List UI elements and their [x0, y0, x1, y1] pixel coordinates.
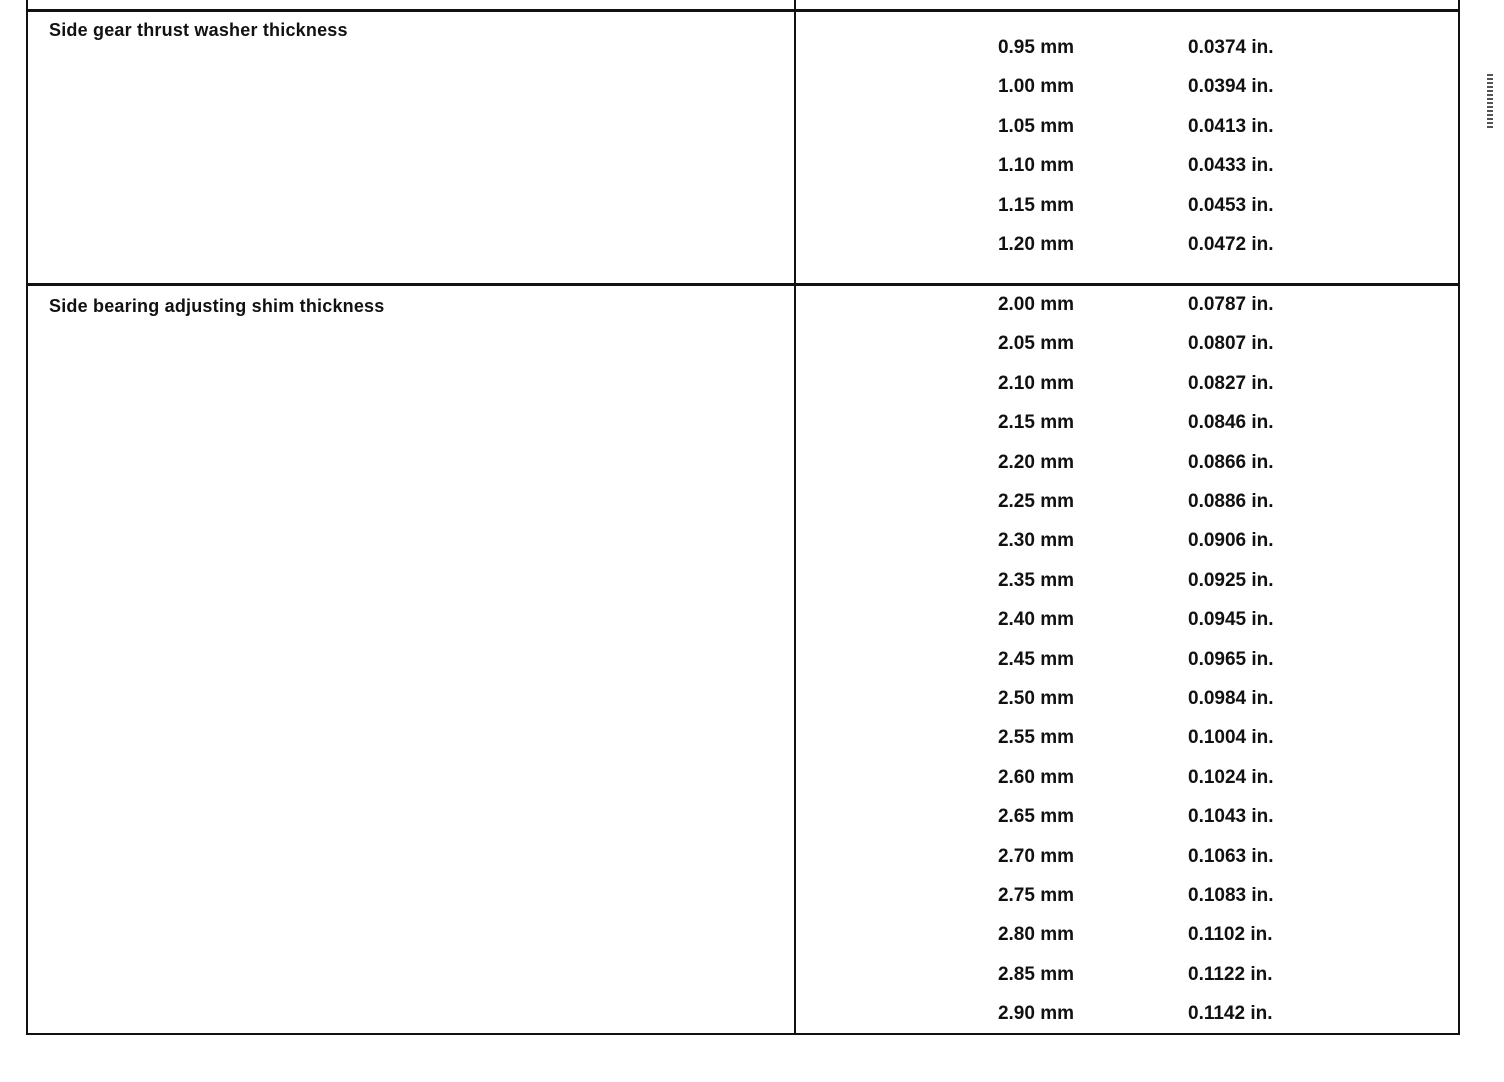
table-row: [28, 885, 1458, 915]
table-row: [28, 195, 1458, 225]
table-row: [28, 155, 1458, 185]
table-row: [28, 846, 1458, 876]
table-row: [28, 452, 1458, 482]
table-row: [28, 649, 1458, 679]
value-mm: 2.40 mm: [997, 609, 1074, 631]
section-label-thrust-washer: Side gear thrust washer thickness: [49, 20, 348, 40]
value-inch: 0.0433 in.: [1188, 155, 1274, 177]
value-mm: 2.10 mm: [997, 372, 1074, 394]
value-mm: 1.05 mm: [997, 115, 1074, 137]
value-inch: 0.0886 in.: [1188, 491, 1274, 512]
table-row: [28, 530, 1458, 560]
value-mm: 2.15 mm: [997, 412, 1074, 434]
table-row: [28, 234, 1458, 264]
value-mm: 2.90 mm: [997, 1003, 1074, 1025]
value-mm: 2.30 mm: [997, 530, 1074, 552]
value-mm: 2.45 mm: [997, 648, 1074, 670]
scan-artifact: [1487, 74, 1493, 130]
value-inch: 0.0965 in.: [1188, 648, 1274, 670]
value-inch: 0.1083 in.: [1188, 885, 1274, 906]
value-inch: 0.0374 in.: [1188, 37, 1274, 58]
value-mm: 2.65 mm: [997, 806, 1074, 828]
value-inch: 0.0827 in.: [1188, 372, 1274, 394]
value-inch: 0.1102 in.: [1188, 924, 1273, 946]
value-inch: 0.0846 in.: [1188, 412, 1274, 434]
table-row: [28, 412, 1458, 442]
value-mm: 2.50 mm: [997, 688, 1074, 709]
value-inch: 0.1063 in.: [1188, 845, 1274, 867]
section-divider: [28, 283, 1458, 286]
table-row: [28, 491, 1458, 521]
value-mm: 0.95 mm: [997, 37, 1074, 58]
value-inch: 0.0906 in.: [1188, 530, 1274, 552]
value-mm: 2.20 mm: [997, 451, 1074, 473]
value-inch: 0.0807 in.: [1188, 333, 1274, 355]
value-inch: 0.0984 in.: [1188, 688, 1274, 709]
value-mm: 1.15 mm: [997, 194, 1074, 216]
value-mm: 2.60 mm: [997, 766, 1074, 788]
value-mm: 2.25 mm: [997, 491, 1074, 512]
value-inch: 0.0945 in.: [1188, 609, 1274, 631]
value-mm: 2.55 mm: [997, 727, 1074, 749]
value-inch: 0.0413 in.: [1188, 115, 1274, 137]
table-row: [28, 333, 1458, 363]
value-inch: 0.0472 in.: [1188, 234, 1274, 255]
value-inch: 0.0787 in.: [1188, 294, 1274, 315]
table-row: [28, 294, 1458, 324]
value-mm: 1.10 mm: [997, 155, 1074, 177]
value-inch: 0.1043 in.: [1188, 806, 1274, 828]
section-label-bearing-shim: Side bearing adjusting shim thickness: [49, 296, 385, 316]
table-row: [28, 727, 1458, 757]
value-inch: 0.1024 in.: [1188, 766, 1274, 788]
spec-table: [26, 0, 1460, 1035]
table-row: [28, 37, 1458, 67]
table-row: [28, 373, 1458, 403]
table-row: [28, 964, 1458, 994]
table-row: [28, 688, 1458, 718]
value-inch: 0.0866 in.: [1188, 451, 1274, 473]
value-mm: 2.75 mm: [997, 885, 1074, 906]
value-inch: 0.0394 in.: [1188, 76, 1274, 98]
table-row: [28, 767, 1458, 797]
table-top-rule: [28, 9, 1458, 12]
table-row: [28, 1003, 1458, 1033]
table-row: [28, 570, 1458, 600]
table-row: [28, 76, 1458, 106]
table-row: [28, 924, 1458, 954]
value-mm: 1.00 mm: [997, 76, 1074, 98]
value-mm: 1.20 mm: [997, 234, 1074, 255]
value-inch: 0.1122 in.: [1188, 963, 1273, 985]
table-row: [28, 609, 1458, 639]
value-inch: 0.1142 in.: [1188, 1003, 1273, 1025]
table-row: [28, 116, 1458, 146]
value-inch: 0.0453 in.: [1188, 194, 1274, 216]
value-mm: 2.85 mm: [997, 963, 1074, 985]
value-inch: 0.0925 in.: [1188, 569, 1274, 591]
value-mm: 2.05 mm: [997, 333, 1074, 355]
value-mm: 2.80 mm: [997, 924, 1074, 946]
value-mm: 2.00 mm: [997, 294, 1074, 315]
value-mm: 2.35 mm: [997, 569, 1074, 591]
value-inch: 0.1004 in.: [1188, 727, 1274, 749]
table-row: [28, 806, 1458, 836]
value-mm: 2.70 mm: [997, 845, 1074, 867]
